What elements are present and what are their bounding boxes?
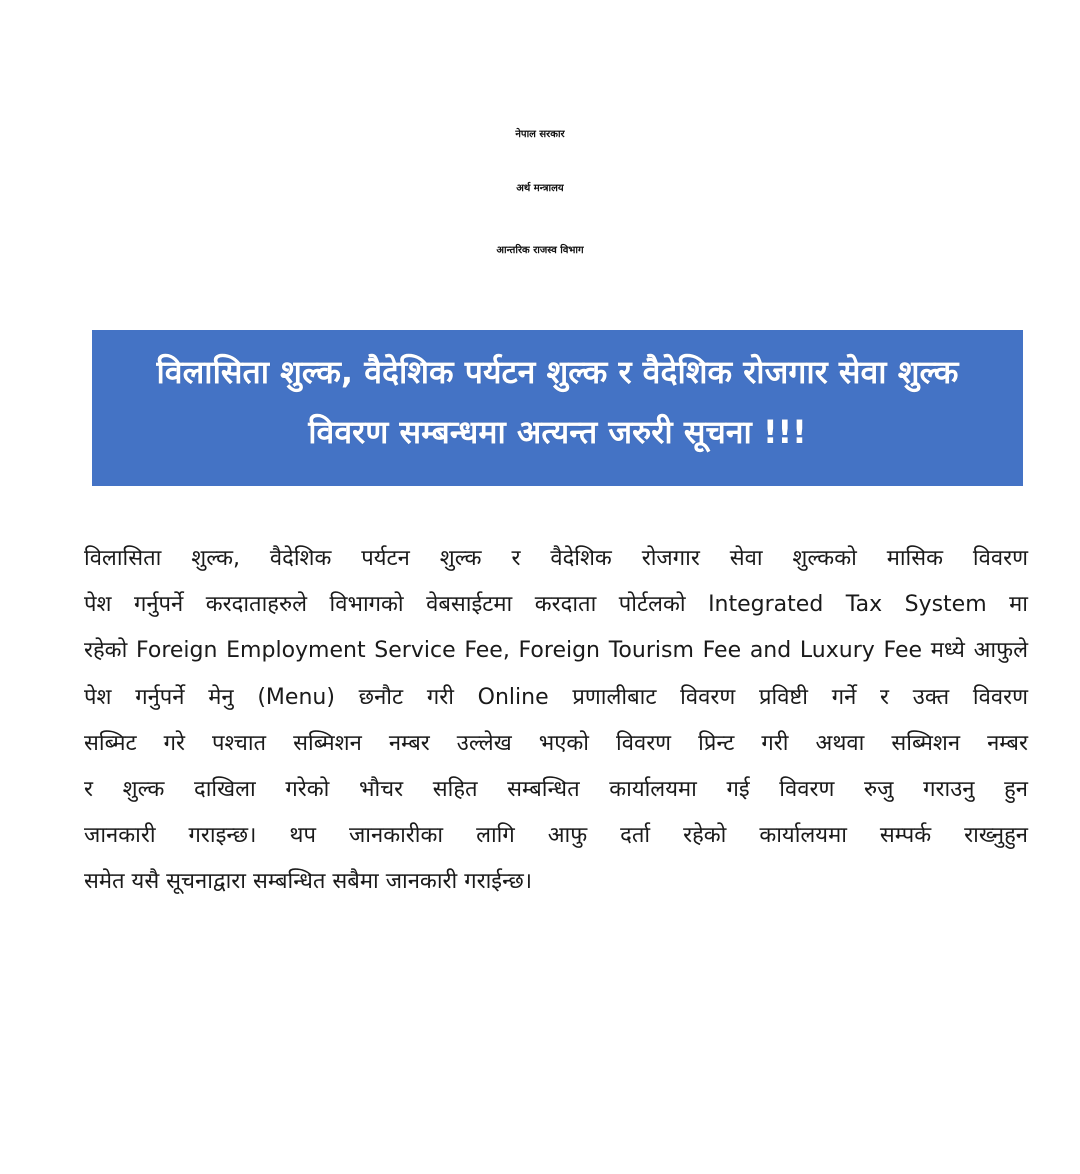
body-line-4: पेश गर्नुपर्ने मेनु (Menu) छनौट गरी Online प्रणालीबाट विवरण प्रविष्टी गर्ने र उक्त विवरण: [84, 684, 1028, 710]
government-heading: नेपाल सरकार: [515, 129, 565, 140]
body-line-3: रहेको Foreign Employment Service Fee, Foreign Tourism Fee and Luxury Fee मध्ये आफुले: [84, 638, 1028, 664]
body-line-1: विलासिता शुल्क, वैदेशिक पर्यटन शुल्क र वैदेशिक रोजगार सेवा शुल्कको मासिक विवरण: [84, 546, 1028, 571]
notice-title-banner: [92, 330, 1023, 486]
body-line-5: सब्मिट गरे पश्चात सब्मिशन नम्बर उल्लेख भएको विवरण प्रिन्ट गरी अथवा सब्मिशन नम्बर: [84, 730, 1028, 756]
body-line-7: जानकारी गराइन्छ। थप जानकारीका लागि आफु दर्ता रहेको कार्यालयमा सम्पर्क राख्नुहुन: [84, 823, 1028, 849]
body-line-6: र शुल्क दाखिला गरेको भौचर सहित सम्बन्धित कार्यालयमा गई विवरण रुजु गराउनु हुन: [84, 777, 1028, 803]
ministry-heading: अर्थ मन्त्रालय: [516, 183, 564, 194]
body-line-2: पेश गर्नुपर्ने करदाताहरुले विभागको वेबसाईटमा करदाता पोर्टलको Integrated Tax System मा: [84, 592, 1028, 618]
banner-title-line-2: विवरण सम्बन्धमा अत्यन्त जरुरी सूचना !!!: [308, 413, 807, 451]
department-heading: आन्तरिक राजस्व विभाग: [496, 245, 584, 256]
body-line-8: समेत यसै सूचनाद्वारा सम्बन्धित सबैमा जानकारी गराईन्छ।: [84, 869, 533, 895]
notice-body: [84, 536, 1028, 906]
banner-title-line-1: विलासिता शुल्क, वैदेशिक पर्यटन शुल्क र वैदेशिक रोजगार सेवा शुल्क: [156, 353, 959, 391]
